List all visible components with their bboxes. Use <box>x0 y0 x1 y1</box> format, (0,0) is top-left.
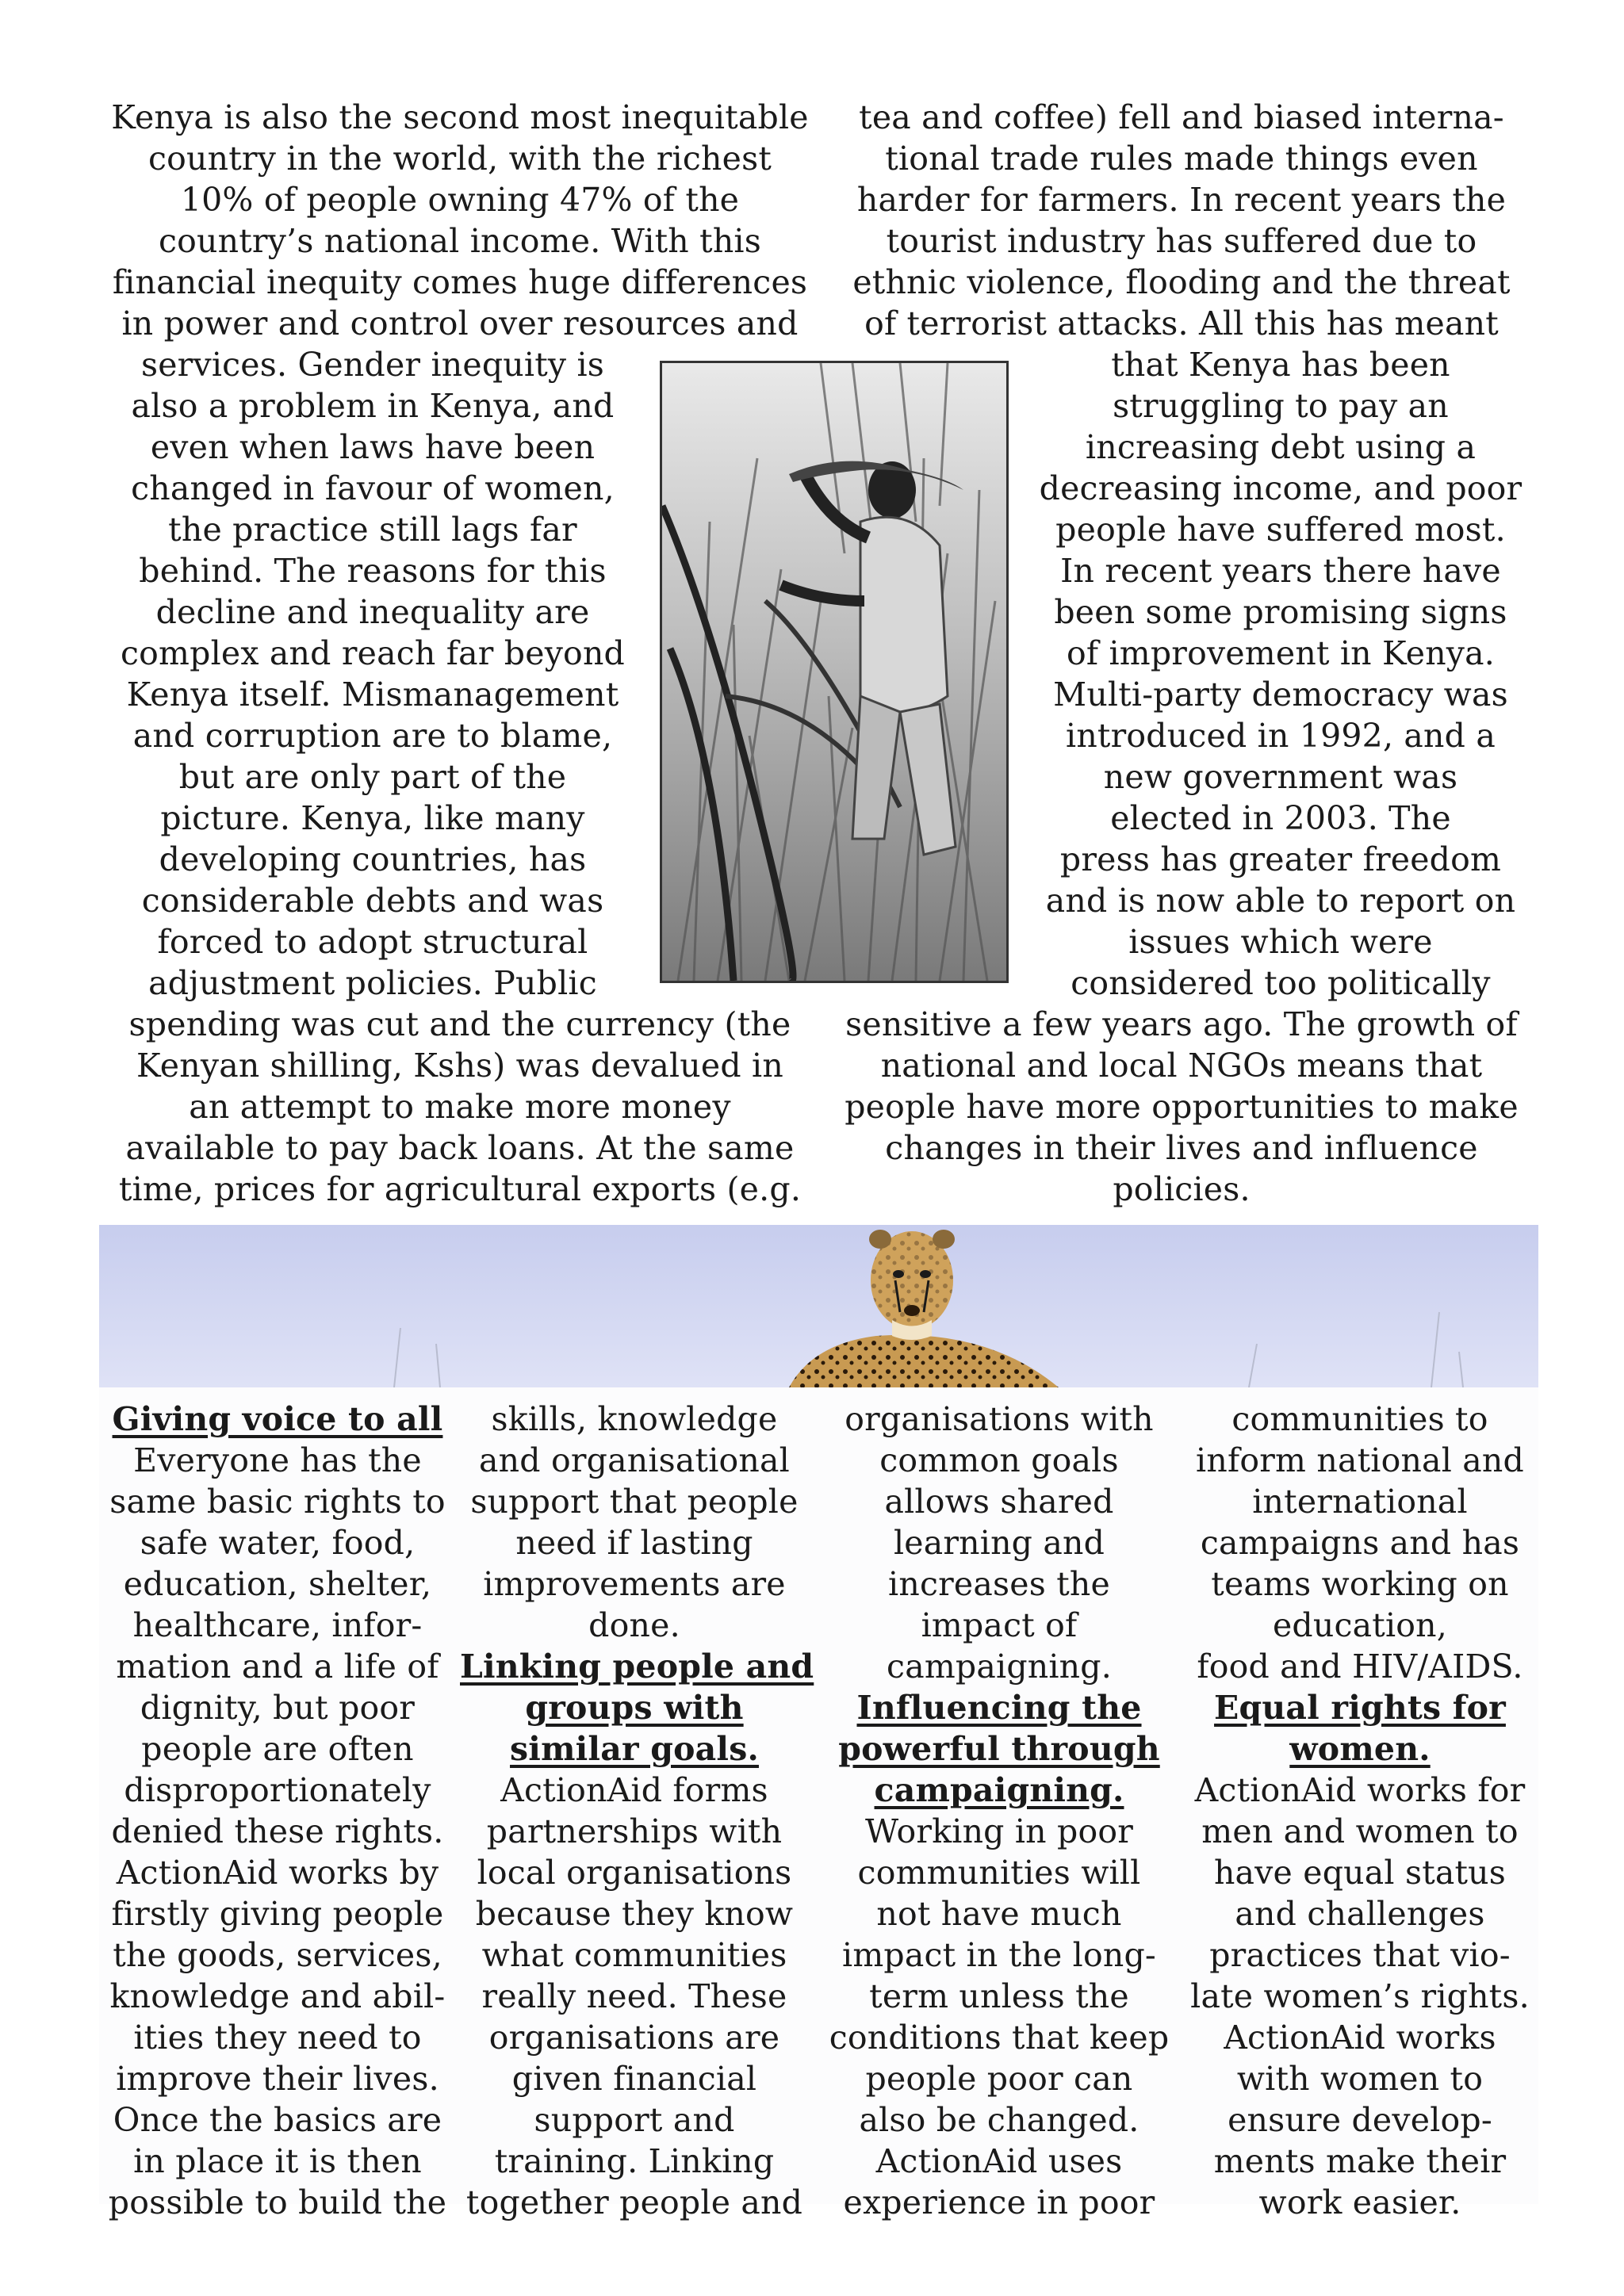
text-line: in place it is then <box>133 2142 422 2180</box>
text-line: ities they need to <box>133 2019 422 2057</box>
text-line: possible to build the <box>108 2183 447 2221</box>
text-line: impact in the long- <box>842 1936 1156 1974</box>
text-line: food and HIV/AIDS. <box>1197 1647 1523 1686</box>
text-line: because they know <box>475 1895 794 1933</box>
text-line: teams working on <box>1211 1565 1509 1603</box>
text-line: common goals <box>879 1441 1119 1479</box>
text-line: men and women to <box>1201 1812 1519 1850</box>
text-line: considerable debts and was <box>141 882 604 920</box>
text-line: changed in favour of women, <box>131 469 615 507</box>
text-line: Kenya itself. Mismanagement <box>126 675 619 714</box>
text-line: inform national and <box>1196 1441 1524 1479</box>
text-line: campaigning. <box>887 1647 1112 1686</box>
section-heading: similar goals. <box>510 1730 759 1768</box>
text-line: training. Linking <box>494 2142 775 2180</box>
text-line: ActionAid forms <box>500 1771 768 1809</box>
text-line: spending was cut and the currency (the <box>128 1005 791 1043</box>
text-line: services. Gender inequity is <box>140 346 605 384</box>
text-line: term unless the <box>869 1977 1129 2015</box>
text-line: together people and <box>465 2183 803 2221</box>
text-line: also be changed. <box>859 2101 1139 2139</box>
section-heading: campaigning. <box>874 1771 1124 1809</box>
text-line: organisations with <box>845 1400 1154 1438</box>
text-line: ethnic violence, flooding and the threat <box>852 263 1511 301</box>
text-line: behind. The reasons for this <box>139 552 607 590</box>
text-line: struggling to pay an <box>1113 387 1449 425</box>
text-line: people have suffered most. <box>1055 511 1506 549</box>
text-line: firstly giving people <box>111 1895 444 1933</box>
text-line: with women to <box>1236 2060 1484 2098</box>
text-line: of improvement in Kenya. <box>1066 634 1496 672</box>
text-line: safe water, food, <box>140 1524 416 1562</box>
section-heading: Linking people and <box>460 1647 814 1686</box>
text-line: Multi-party democracy was <box>1053 675 1508 714</box>
text-line: press has greater freedom <box>1059 840 1502 878</box>
text-line: ActionAid uses <box>875 2142 1123 2180</box>
text-line: knowledge and abil- <box>109 1977 446 2015</box>
text-line: Working in poor <box>864 1812 1134 1850</box>
text-line: and organisational <box>479 1441 790 1479</box>
text-line: and is now able to report on <box>1045 882 1516 920</box>
text-line: improvements are <box>483 1565 786 1603</box>
farmer-cutting-sugarcane-photo <box>660 361 1009 983</box>
text-line: developing countries, has <box>159 840 587 878</box>
text-line: national and local NGOs means that <box>880 1047 1483 1085</box>
text-line: elected in 2003. The <box>1110 799 1451 837</box>
text-line: done. <box>588 1606 680 1644</box>
text-line: really need. These <box>481 1977 787 2015</box>
text-line: ActionAid works <box>1224 2019 1496 2057</box>
text-line: people poor can <box>865 2060 1133 2098</box>
text-line: picture. Kenya, like many <box>160 799 585 837</box>
text-line: education, <box>1272 1606 1448 1644</box>
text-line: sensitive a few years ago. The growth of <box>845 1005 1518 1043</box>
text-line: decreasing income, and poor <box>1039 469 1522 507</box>
text-line: new government was <box>1103 758 1458 796</box>
text-line: and challenges <box>1235 1895 1485 1933</box>
text-line: financial inequity comes huge differences <box>112 263 808 301</box>
text-line: increases the <box>888 1565 1110 1603</box>
text-line: late women’s rights. <box>1190 1977 1530 2015</box>
text-line: tional trade rules made things even <box>885 140 1478 178</box>
section-heading: Equal rights for <box>1214 1689 1506 1727</box>
text-line: also a problem in Kenya, and <box>131 387 615 425</box>
text-line: issues which were <box>1128 923 1433 961</box>
text-line: Once the basics are <box>113 2101 442 2139</box>
text-line: Everyone has the <box>133 1441 422 1479</box>
text-line: even when laws have been <box>150 428 596 466</box>
text-line: an attempt to make more money <box>189 1088 731 1126</box>
text-line: people have more opportunities to make <box>845 1088 1519 1126</box>
text-line: complex and reach far beyond <box>121 634 625 672</box>
text-line: improve their lives. <box>116 2060 439 2098</box>
text-line: what communities <box>481 1936 787 1974</box>
text-line: communities will <box>857 1854 1141 1892</box>
section-heading: women. <box>1289 1730 1431 1768</box>
text-line: the practice still lags far <box>168 511 577 549</box>
text-line: local organisations <box>477 1854 792 1892</box>
text-line: denied these rights. <box>111 1812 444 1850</box>
text-line: organisations are <box>488 2019 780 2057</box>
text-line: ActionAid works by <box>116 1854 439 1892</box>
text-line: support and <box>534 2101 735 2139</box>
text-line: communities to <box>1231 1400 1488 1438</box>
text-line: but are only part of the <box>178 758 567 796</box>
text-line: disproportionately <box>124 1771 431 1809</box>
text-line: need if lasting <box>515 1524 753 1562</box>
text-line: support that people <box>470 1483 799 1521</box>
text-line: adjustment policies. Public <box>148 964 597 1002</box>
text-line: conditions that keep <box>829 2019 1170 2057</box>
text-line: time, prices for agricultural exports (e.g. <box>118 1170 802 1208</box>
text-line: increasing debt using a <box>1085 428 1477 466</box>
text-line: tourist industry has suffered due to <box>886 222 1477 260</box>
section-heading: powerful through <box>838 1730 1160 1768</box>
text-line: ActionAid works for <box>1194 1771 1526 1809</box>
text-line: the goods, services, <box>113 1936 442 1974</box>
text-line: of terrorist attacks. All this has meant <box>864 304 1499 342</box>
text-line: have equal status <box>1213 1854 1507 1892</box>
text-line: that Kenya has been <box>1111 346 1450 384</box>
text-line: forced to adopt structural <box>157 923 588 961</box>
text-line: changes in their lives and influence <box>885 1129 1478 1167</box>
text-line: campaigns and has <box>1200 1524 1520 1562</box>
text-line: impact of <box>921 1606 1078 1644</box>
text-line: country’s national income. With this <box>159 222 761 260</box>
text-line: learning and <box>893 1524 1105 1562</box>
text-line: skills, knowledge <box>491 1400 778 1438</box>
text-line: ensure develop- <box>1228 2101 1492 2139</box>
text-line: dignity, but poor <box>140 1689 416 1727</box>
text-line: healthcare, infor- <box>132 1606 423 1644</box>
text-line: ments make their <box>1213 2142 1507 2180</box>
section-heading: Giving voice to all <box>112 1400 443 1438</box>
text-line: harder for farmers. In recent years the <box>856 181 1507 219</box>
text-line: people are often <box>141 1730 414 1768</box>
text-line: allows shared <box>884 1483 1114 1521</box>
text-line: Kenya is also the second most inequitable <box>111 98 809 136</box>
text-line: and corruption are to blame, <box>132 717 613 755</box>
text-line: country in the world, with the richest <box>147 140 772 178</box>
text-line: same basic rights to <box>109 1483 446 1521</box>
section-heading: Influencing the <box>856 1689 1142 1727</box>
text-line: in power and control over resources and <box>121 304 799 342</box>
text-line: not have much <box>876 1895 1122 1933</box>
text-line: 10% of people owning 47% of the <box>180 181 740 219</box>
text-line: tea and coffee) fell and biased interna- <box>859 98 1504 136</box>
text-line: practices that vio- <box>1209 1936 1511 1974</box>
text-line: policies. <box>1113 1170 1251 1208</box>
text-line: introduced in 1992, and a <box>1066 717 1496 755</box>
text-line: given financial <box>511 2060 757 2098</box>
text-line: partnerships with <box>486 1812 783 1850</box>
text-line: decline and inequality are <box>155 593 590 631</box>
text-line: available to pay back loans. At the same <box>125 1129 795 1167</box>
text-line: In recent years there have <box>1060 552 1501 590</box>
text-line: mation and a life of <box>116 1647 439 1686</box>
text-line: international <box>1252 1483 1468 1521</box>
text-line: been some promising signs <box>1054 593 1507 631</box>
text-line: education, shelter, <box>123 1565 432 1603</box>
cheetah-banner-photo <box>99 1225 1538 1387</box>
section-heading: groups with <box>525 1689 744 1727</box>
text-line: work easier. <box>1258 2183 1461 2221</box>
text-line: experience in poor <box>843 2183 1155 2221</box>
text-line: Kenyan shilling, Kshs) was devalued in <box>136 1047 783 1085</box>
text-line: considered too politically <box>1071 964 1491 1002</box>
